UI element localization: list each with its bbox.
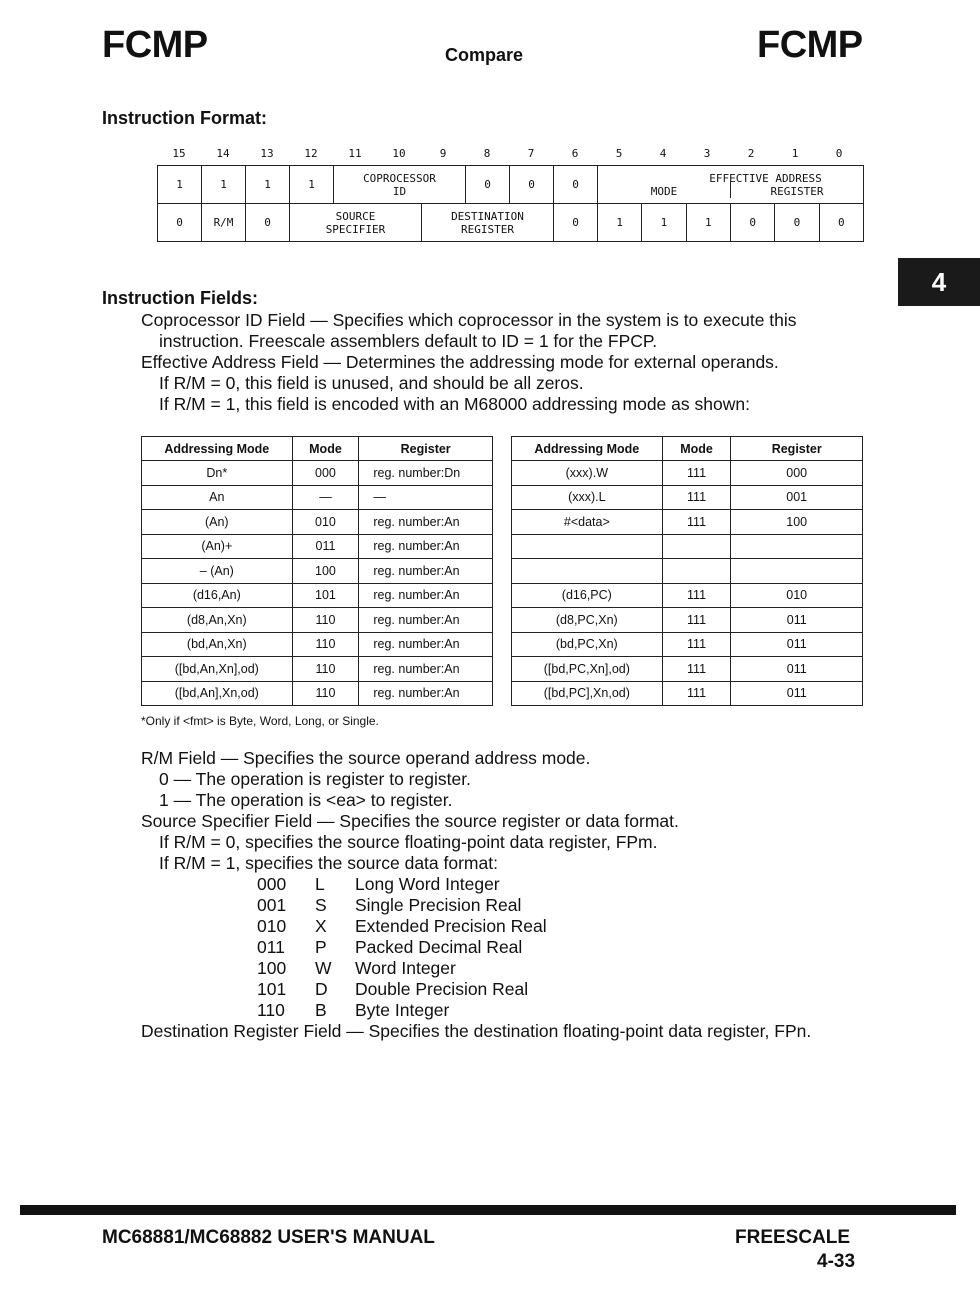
bit-number: 0 <box>835 147 843 160</box>
fmt-cell: 1 <box>246 166 290 204</box>
mode-cell: — <box>292 485 359 510</box>
header-right-title: FCMP <box>757 24 863 66</box>
mode-cell: 111 <box>662 608 731 633</box>
mode-cell: 110 <box>292 608 359 633</box>
fmt-cell: 1 <box>290 166 334 204</box>
register-cell: 011 <box>731 657 863 682</box>
fmt-label: MODE <box>650 184 678 198</box>
mode-cell: 010 <box>292 510 359 535</box>
bit-number: 13 <box>260 147 274 160</box>
fmt-cell: 0 <box>819 204 863 242</box>
footer-manual-title: MC68881/MC68882 USER'S MANUAL <box>102 1227 435 1248</box>
bit-number: 6 <box>571 147 579 160</box>
fmt-cell: 0 <box>246 204 290 242</box>
table-row <box>142 461 493 486</box>
table-row <box>142 632 493 657</box>
bit-number: 3 <box>703 147 711 160</box>
format-name: Word Integer <box>355 958 456 978</box>
format-name: Double Precision Real <box>355 979 529 999</box>
fmt-cell: 1 <box>642 204 686 242</box>
register-cell: reg. number:An <box>359 534 493 559</box>
am-cell: (xxx).W <box>512 461 663 486</box>
footer-rule <box>20 1205 956 1215</box>
table-row <box>512 583 863 608</box>
register-cell: reg. number:Dn <box>359 461 493 486</box>
addressing-mode-table-left <box>141 436 493 706</box>
mode-cell: 111 <box>662 583 731 608</box>
mode-cell <box>662 559 731 584</box>
rm-line: If R/M = 1, specifies the source data format: <box>159 853 498 873</box>
bit-number: 9 <box>439 147 447 160</box>
format-letter: S <box>315 895 327 915</box>
table-row <box>142 485 493 510</box>
mode-cell: 111 <box>662 461 731 486</box>
bit-number: 1 <box>791 147 799 160</box>
am-cell <box>512 534 663 559</box>
register-cell: reg. number:An <box>359 608 493 633</box>
format-letter: X <box>315 916 327 936</box>
table-row <box>512 657 863 682</box>
bit-number: 2 <box>747 147 755 160</box>
format-name: Packed Decimal Real <box>355 937 523 957</box>
register-cell: 011 <box>731 681 863 706</box>
table-row <box>512 534 863 559</box>
mode-cell: 111 <box>662 485 731 510</box>
fmt-label: REGISTER <box>461 222 514 236</box>
am-cell: (An) <box>142 510 293 535</box>
mode-cell: 110 <box>292 632 359 657</box>
fmt-cell: 0 <box>466 166 510 204</box>
mode-cell: 000 <box>292 461 359 486</box>
am-header: Register <box>359 437 493 461</box>
am-cell: ([bd,PC],Xn,od) <box>512 681 663 706</box>
register-cell <box>731 559 863 584</box>
rm-line: Source Specifier Field — Specifies the source register or data format. <box>141 811 679 831</box>
fmt-label: EFFECTIVE ADDRESS <box>709 171 822 185</box>
format-code: 011 <box>257 937 285 957</box>
am-header: Mode <box>662 437 731 461</box>
bit-number: 15 <box>172 147 186 160</box>
table-row <box>512 485 863 510</box>
section-tab: 4 <box>898 258 980 306</box>
am-cell <box>512 559 663 584</box>
register-cell: 011 <box>731 632 863 657</box>
bit-number: 7 <box>527 147 535 160</box>
fmt-label: DESTINATION <box>451 209 524 223</box>
register-cell: 011 <box>731 608 863 633</box>
am-cell: #<data> <box>512 510 663 535</box>
mode-cell: 100 <box>292 559 359 584</box>
table-row <box>142 534 493 559</box>
bit-number: 12 <box>304 147 318 160</box>
am-header: Mode <box>292 437 359 461</box>
mode-cell: 111 <box>662 632 731 657</box>
table-row <box>142 657 493 682</box>
bit-number: 5 <box>615 147 623 160</box>
footer-page-number: 4-33 <box>817 1251 856 1272</box>
format-name: Byte Integer <box>355 1000 450 1020</box>
fmt-cell: 1 <box>686 204 730 242</box>
am-cell: ([bd,An,Xn],od) <box>142 657 293 682</box>
table-row <box>512 608 863 633</box>
am-header: Addressing Mode <box>512 437 663 461</box>
fmt-cell: 0 <box>510 166 554 204</box>
format-code: 010 <box>257 916 287 936</box>
fmt-cell: 0 <box>554 166 598 204</box>
mode-cell: 101 <box>292 583 359 608</box>
am-cell: (d16,An) <box>142 583 293 608</box>
fmt-label: SPECIFIER <box>325 222 386 236</box>
table-row <box>512 461 863 486</box>
fmt-cell: 0 <box>158 204 202 242</box>
rm-line: R/M Field — Specifies the source operand address mode. <box>141 748 591 768</box>
fields-line: Effective Address Field — Determines the addressing mode for external operands. <box>141 352 779 372</box>
mode-cell: 111 <box>662 681 731 706</box>
am-cell: (xxx).L <box>512 485 663 510</box>
format-letter: W <box>315 958 332 978</box>
am-cell: ([bd,PC,Xn],od) <box>512 657 663 682</box>
instruction-fields-heading: Instruction Fields: <box>102 288 259 308</box>
am-header: Addressing Mode <box>142 437 293 461</box>
fmt-label: COPROCESSOR <box>363 171 436 185</box>
format-letter: B <box>315 1000 327 1020</box>
register-cell: reg. number:An <box>359 632 493 657</box>
format-letter: D <box>315 979 328 999</box>
format-code: 001 <box>257 895 287 915</box>
rm-line: If R/M = 0, specifies the source floating-point data register, FPm. <box>159 832 658 852</box>
register-cell: 000 <box>731 461 863 486</box>
fmt-cell: 1 <box>158 166 202 204</box>
register-cell: 001 <box>731 485 863 510</box>
rm-line: 1 — The operation is <ea> to register. <box>159 790 453 810</box>
format-code: 000 <box>257 874 287 894</box>
format-letter: P <box>315 937 327 957</box>
fmt-cell: 0 <box>730 204 774 242</box>
format-name: Long Word Integer <box>355 874 500 894</box>
am-cell: Dn* <box>142 461 293 486</box>
fmt-cell: 1 <box>202 166 246 204</box>
am-header: Register <box>731 437 863 461</box>
source-specifier-cell <box>290 204 422 242</box>
register-cell: reg. number:An <box>359 657 493 682</box>
am-cell: (bd,An,Xn) <box>142 632 293 657</box>
register-cell <box>731 534 863 559</box>
destination-field-text: Destination Register Field — Specifies the destination floating-point data register, FPn. <box>141 1021 812 1041</box>
format-letter: L <box>315 874 325 894</box>
table-row <box>142 681 493 706</box>
table-row <box>512 510 863 535</box>
destination-register-cell <box>422 204 554 242</box>
am-cell: (d8,An,Xn) <box>142 608 293 633</box>
register-cell: reg. number:An <box>359 681 493 706</box>
table-row <box>142 608 493 633</box>
mode-cell <box>662 534 731 559</box>
bit-number: 10 <box>392 147 406 160</box>
am-cell: (d16,PC) <box>512 583 663 608</box>
am-cell: – (An) <box>142 559 293 584</box>
bit-number: 11 <box>348 147 362 160</box>
am-cell: (An)+ <box>142 534 293 559</box>
addressing-mode-table-right <box>511 436 863 706</box>
register-cell: 100 <box>731 510 863 535</box>
register-cell: 010 <box>731 583 863 608</box>
mode-cell: 110 <box>292 657 359 682</box>
register-cell: reg. number:An <box>359 559 493 584</box>
register-cell: — <box>359 485 493 510</box>
register-cell: reg. number:An <box>359 510 493 535</box>
bit-number: 14 <box>216 147 230 160</box>
am-cell: An <box>142 485 293 510</box>
fmt-label: REGISTER <box>730 181 863 198</box>
fmt-cell: 0 <box>554 204 598 242</box>
mode-cell: 111 <box>662 657 731 682</box>
mode-cell: 111 <box>662 510 731 535</box>
format-code: 101 <box>257 979 287 999</box>
instruction-format-heading: Instruction Format: <box>102 108 267 128</box>
register-cell: reg. number:An <box>359 583 493 608</box>
fmt-label: SOURCE <box>335 209 376 223</box>
format-name: Extended Precision Real <box>355 916 547 936</box>
fields-line: If R/M = 0, this field is unused, and should be all zeros. <box>159 373 584 393</box>
mode-cell: 110 <box>292 681 359 706</box>
table-row <box>512 681 863 706</box>
fmt-cell: R/M <box>202 204 246 242</box>
fmt-label: ID <box>392 184 407 198</box>
fmt-cell: 0 <box>775 204 819 242</box>
table-row <box>512 559 863 584</box>
am-cell: ([bd,An],Xn,od) <box>142 681 293 706</box>
footnote: *Only if <fmt> is Byte, Word, Long, or Single. <box>141 714 379 728</box>
table-row <box>142 510 493 535</box>
format-code: 110 <box>257 1000 285 1020</box>
format-name: Single Precision Real <box>355 895 522 915</box>
instruction-format-table <box>157 165 864 242</box>
table-row <box>142 583 493 608</box>
bit-number: 4 <box>659 147 667 160</box>
fmt-cell: 1 <box>598 204 642 242</box>
table-row <box>512 632 863 657</box>
am-cell: (bd,PC,Xn) <box>512 632 663 657</box>
fields-line: instruction. Freescale assemblers default to ID = 1 for the FPCP. <box>159 331 658 351</box>
bit-numbers <box>157 147 863 161</box>
table-row <box>142 559 493 584</box>
rm-line: 0 — The operation is register to register. <box>159 769 471 789</box>
fields-line: Coprocessor ID Field — Specifies which coprocessor in the system is to execute this <box>141 310 797 330</box>
header-center-title: Compare <box>445 45 524 65</box>
coprocessor-id-cell <box>334 166 466 204</box>
effective-address-cell <box>598 166 864 204</box>
mode-cell: 011 <box>292 534 359 559</box>
am-cell: (d8,PC,Xn) <box>512 608 663 633</box>
bit-number: 8 <box>483 147 491 160</box>
fields-line: If R/M = 1, this field is encoded with an M68000 addressing mode as shown: <box>159 394 750 414</box>
footer-company: FREESCALE <box>735 1227 851 1248</box>
format-code: 100 <box>257 958 287 978</box>
header-left-title: FCMP <box>102 24 208 66</box>
